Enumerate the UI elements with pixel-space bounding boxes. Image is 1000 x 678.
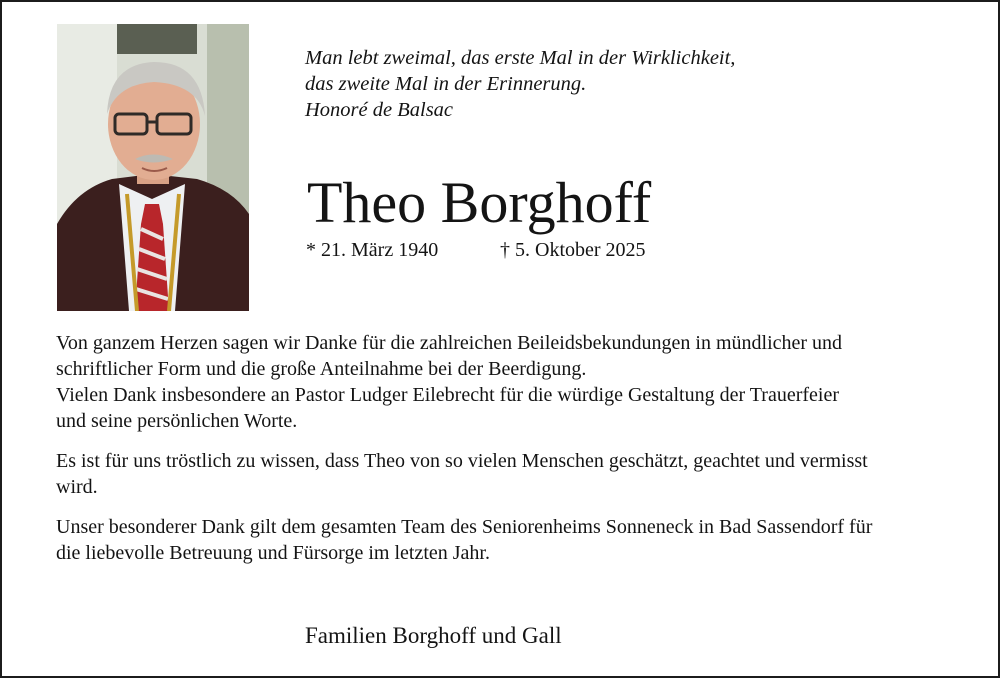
birth-date: * 21. März 1940: [306, 239, 439, 261]
deceased-name: Theo Borghoff: [307, 170, 652, 235]
thank-you-text: [56, 330, 966, 580]
text-line: schriftlicher Form und die große Anteilnahme bei der Beerdigung.: [56, 358, 587, 380]
memorial-quote: [305, 45, 735, 123]
portrait-photo: [57, 24, 249, 311]
text-line: Vielen Dank insbesondere an Pastor Ludger Eilebrecht für die würdige Gestaltung der Trauerfeier: [56, 384, 839, 406]
text-line: Es ist für uns tröstlich zu wissen, dass Theo von so vielen Menschen geschätzt, geachtet und vermisst: [56, 450, 868, 472]
quote-line: Man lebt zweimal, das erste Mal in der Wirklichkeit,: [305, 47, 736, 69]
quote-line: das zweite Mal in der Erinnerung.: [305, 73, 587, 95]
text-line: die liebevolle Betreuung und Fürsorge im letzten Jahr.: [56, 542, 490, 564]
text-line: und seine persönlichen Worte.: [56, 410, 298, 432]
quote-author: Honoré de Balsac: [305, 99, 454, 121]
text-line: Unser besonderer Dank gilt dem gesamten Team des Seniorenheims Sonneneck in Bad Sassendorf für: [56, 516, 873, 538]
text-line: Von ganzem Herzen sagen wir Danke für die zahlreichen Beileidsbekundungen in mündlicher und: [56, 332, 843, 354]
paragraph: [56, 330, 966, 434]
paragraph: [56, 514, 966, 566]
family-signature: Familien Borghoff und Gall: [305, 623, 562, 648]
text-line: wird.: [56, 476, 98, 498]
death-date: † 5. Oktober 2025: [500, 239, 646, 261]
paragraph: [56, 448, 966, 500]
